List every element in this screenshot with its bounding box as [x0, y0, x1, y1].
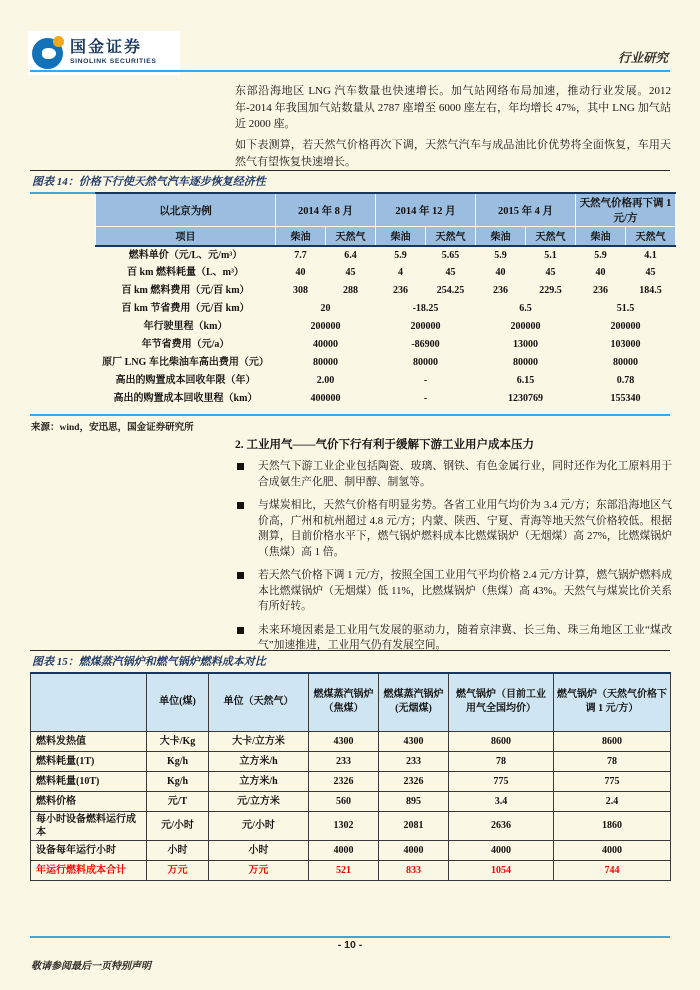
bullet-square-icon — [237, 572, 244, 579]
logo-company-name: 国金证券 — [70, 39, 143, 57]
cell: 2326 — [379, 771, 449, 791]
cell: 7.7 — [294, 249, 307, 261]
table-row — [96, 300, 676, 318]
group-header-cell: 2014 年 12 月 — [376, 193, 476, 227]
cell: 立方米/h — [209, 771, 309, 791]
row-label: 年节省费用（元/a） — [141, 339, 230, 350]
cell: 288 — [343, 285, 358, 296]
cell: 万元 — [147, 860, 209, 880]
cell: 大卡/Kg — [147, 731, 209, 751]
subcol-header-cell: 天然气 — [326, 227, 376, 246]
table-row — [96, 390, 676, 408]
row-label: 燃料单价（元/L、元/m³） — [128, 249, 243, 261]
cell: 6.5 — [519, 303, 532, 314]
cell: 20 — [320, 303, 331, 314]
subcol-header-cell: 天然气 — [626, 227, 676, 246]
cell: 775 — [449, 771, 554, 791]
bullet-text: 与煤炭相比，天然气价格有明显劣势。各省工业用气均价为 3.4 元/方；东部沿海地区气价高，广州和杭州超过 4.8 元/方；内蒙、陕西、宁夏、青海等地天然气价格较低。根据测算，目前价格水平下，燃气锅炉燃料成本比燃煤锅炉（无烟煤）高 27%，比燃煤锅炉（焦煤）高 1 倍。 — [258, 499, 672, 558]
cell: 233 — [309, 751, 379, 771]
cell: 4000 — [554, 840, 671, 860]
bullet-square-icon — [237, 627, 244, 634]
cell: 1230769 — [508, 393, 543, 404]
row-label: 高出的购置成本回收里程（km） — [113, 393, 258, 404]
table14-subheader-row — [96, 227, 676, 246]
subcol-header-cell: 柴油 — [576, 227, 626, 246]
cell: 4000 — [449, 840, 554, 860]
cell: 40 — [295, 267, 306, 278]
cell: - — [423, 375, 428, 386]
table-row — [31, 751, 671, 771]
subcol-header-cell: 柴油 — [376, 227, 426, 246]
subcol-header-cell: 天然气 — [426, 227, 476, 246]
table15-header-row — [31, 673, 671, 731]
header-cell: 单位(煤) — [147, 673, 209, 731]
cell: 45 — [645, 267, 656, 278]
cell: 103000 — [610, 339, 641, 350]
bullet-item — [235, 498, 672, 560]
page-number: - 10 - — [337, 939, 363, 951]
cell: 200000 — [410, 321, 441, 332]
figure14-caption: 图表 14：价格下行使天然气汽车逐步恢复经济性 — [30, 170, 670, 194]
cell: 元/T — [147, 791, 209, 811]
cell: 45 — [545, 267, 556, 278]
bullet-item — [235, 623, 672, 654]
paragraph-lng-growth: 东部沿海地区 LNG 汽车数量也快速增长。加气站网络布局加速，推动行业发展。2012 年-2014 年我国加气站数量从 2787 座增至 6000 座左右，年均增长 47%，其中 LNG 加气站近 2000 座。 — [235, 85, 671, 130]
cell: 236 — [393, 285, 408, 296]
footer-disclaimer: 敬请参阅最后一页特别声明 — [31, 961, 151, 972]
sinolink-logo-icon — [32, 36, 66, 70]
cell: 2081 — [379, 811, 449, 840]
group-header-cell: 2014 年 8 月 — [276, 193, 376, 227]
cell: 400000 — [310, 393, 341, 404]
row-label: 燃料发热值 — [31, 731, 147, 751]
row-label: 百 km 节省费用（元/百 km） — [121, 303, 250, 314]
subcol-header-cell: 天然气 — [526, 227, 576, 246]
table-row — [31, 840, 671, 860]
table-14 — [95, 192, 676, 408]
cell: 立方米/h — [209, 751, 309, 771]
cell: 80000 — [513, 357, 538, 368]
subcol-header-cell: 柴油 — [276, 227, 326, 246]
cell: 521 — [309, 860, 379, 880]
cell: 2.00 — [316, 375, 335, 386]
table-row — [96, 318, 676, 336]
table-row — [96, 246, 676, 264]
cell: 80000 — [613, 357, 638, 368]
cell: 元/立方米 — [209, 791, 309, 811]
cell: - — [423, 393, 428, 404]
figure14-bottom-divider — [30, 414, 670, 416]
row-label: 燃料耗量(1T) — [31, 751, 147, 771]
cell: 80000 — [313, 357, 338, 368]
header-cell: 燃煤蒸汽锅炉(无烟煤) — [379, 673, 449, 731]
cell: 45 — [445, 267, 456, 278]
cell: 45 — [345, 267, 356, 278]
header-cell: 燃气锅炉（天然气价格下调 1 元/方） — [554, 673, 671, 731]
cell: 1302 — [309, 811, 379, 840]
cell: 0.78 — [616, 375, 635, 386]
table-row-total — [31, 860, 671, 880]
cell: 51.5 — [616, 303, 635, 314]
table-row — [96, 336, 676, 354]
row-label: 百 km 燃料耗量（L、m³） — [127, 267, 244, 278]
section-heading: 2. 工业用气——气价下行有利于缓解下游工业用户成本压力 — [235, 439, 534, 451]
cell: 大卡/立方米 — [209, 731, 309, 751]
bullet-square-icon — [237, 502, 244, 509]
cell: 308 — [293, 285, 308, 296]
cell: 4000 — [379, 840, 449, 860]
figure15-caption: 图表 15：燃煤蒸汽锅炉和燃气锅炉燃料成本对比 — [30, 650, 670, 674]
table-row — [96, 354, 676, 372]
cell: 2636 — [449, 811, 554, 840]
cell: 6.15 — [516, 375, 535, 386]
row-label: 百 km 燃料费用（元/百 km） — [121, 285, 250, 296]
table-row — [31, 731, 671, 751]
cell: 200000 — [610, 321, 641, 332]
header-cell: 燃气锅炉（目前工业用气全国均价） — [449, 673, 554, 731]
cell: 5.9 — [394, 249, 407, 261]
cell: 40 — [595, 267, 606, 278]
cell: 78 — [554, 751, 671, 771]
cell: 元/小时 — [209, 811, 309, 840]
cell: 229.5 — [539, 285, 562, 296]
cell: 5.1 — [544, 249, 557, 261]
bullet-item — [235, 459, 672, 490]
cell: 4.1 — [644, 249, 657, 261]
cell: 8600 — [449, 731, 554, 751]
bullet-text: 若天然气价格下调 1 元/方，按照全国工业用气平均价格 2.4 元/方计算，燃气锅炉燃料成本比燃煤锅炉（无烟煤）低 11%，比燃煤锅炉（焦煤）高 43%。天然气与煤炭比价关系有所好转。 — [258, 569, 672, 612]
table-row — [31, 791, 671, 811]
header-cell — [31, 673, 147, 731]
cell: 5.9 — [594, 249, 607, 261]
row-label: 年运行燃料成本合计 — [31, 860, 147, 880]
cell: 2.4 — [554, 791, 671, 811]
header-cell: 单位（天然气） — [209, 673, 309, 731]
footer-divider — [30, 936, 670, 938]
bullet-item — [235, 568, 672, 615]
row-label: 年行驶里程（km） — [143, 321, 228, 332]
table-row — [31, 811, 671, 840]
cell: 4000 — [309, 840, 379, 860]
cell: 40000 — [313, 339, 338, 350]
cell: 5.65 — [441, 249, 460, 261]
cell: 775 — [554, 771, 671, 791]
cell: 元/小时 — [147, 811, 209, 840]
bullet-text: 天然气下游工业企业包括陶瓷、玻璃、钢铁、有色金属行业，同时还作为化工原料用于合成氨生产化肥、制甲醇、制氢等。 — [258, 460, 672, 488]
cell: -18.25 — [412, 303, 439, 314]
table-row — [31, 771, 671, 791]
table-row — [96, 282, 676, 300]
logo-company-name-en: SINOLINK SECURITIES — [70, 58, 157, 66]
cell: -86900 — [411, 339, 440, 350]
cell: 560 — [309, 791, 379, 811]
cell: 78 — [449, 751, 554, 771]
cell: 5.9 — [494, 249, 507, 261]
table14-group-header-row — [96, 193, 676, 227]
cell: Kg/h — [147, 751, 209, 771]
table-row — [96, 264, 676, 282]
table-row — [96, 372, 676, 390]
row-label: 燃料价格 — [31, 791, 147, 811]
cell: 3.4 — [449, 791, 554, 811]
row-label: 每小时设备燃料运行成本 — [31, 811, 147, 840]
header-cell: 燃煤蒸汽锅炉（焦煤） — [309, 673, 379, 731]
table-15 — [30, 672, 671, 881]
group-header-cell: 2015 年 4 月 — [476, 193, 576, 227]
cell: 744 — [554, 860, 671, 880]
row-label: 高出的购置成本回收年限（年） — [115, 375, 256, 386]
row-label: 燃料耗量(10T) — [31, 771, 147, 791]
corner-cell-top: 以北京为例 — [96, 193, 276, 227]
corner-cell-bottom: 项目 — [96, 227, 276, 246]
figure14-source-note: 来源：wind，安迅思，国金证券研究所 — [31, 423, 194, 433]
cell: 80000 — [413, 357, 438, 368]
row-label: 原厂 LNG 车比柴油车高出费用（元） — [102, 357, 269, 368]
cell: 4 — [398, 267, 403, 278]
subcol-header-cell: 柴油 — [476, 227, 526, 246]
cell: 233 — [379, 751, 449, 771]
cell: 236 — [493, 285, 508, 296]
header-logo — [28, 31, 180, 75]
cell: 6.4 — [344, 249, 357, 261]
cell: Kg/h — [147, 771, 209, 791]
cell: 200000 — [510, 321, 541, 332]
cell: 13000 — [513, 339, 538, 350]
cell: 4300 — [379, 731, 449, 751]
paragraph-price-cut: 如下表测算，若天然气价格再次下调，天然气汽车与成品油比价优势将全面恢复，车用天然气有望恢复快速增长。 — [235, 139, 671, 168]
cell: 895 — [379, 791, 449, 811]
group-header-cell: 天然气价格再下调 1 元/方 — [576, 193, 676, 227]
bullet-text: 未来环境因素是工业用气发展的驱动力，随着京津冀、长三角、珠三角地区工业“煤改气”加速推进，工业用气仍有发展空间。 — [258, 623, 672, 651]
cell: 小时 — [209, 840, 309, 860]
cell: 40 — [495, 267, 506, 278]
header-divider — [30, 70, 670, 72]
cell: 200000 — [310, 321, 341, 332]
cell: 8600 — [554, 731, 671, 751]
cell: 1054 — [449, 860, 554, 880]
cell: 155340 — [610, 393, 641, 404]
section-industrial-gas — [235, 436, 672, 662]
cell: 万元 — [209, 860, 309, 880]
cell: 236 — [593, 285, 608, 296]
row-label: 设备每年运行小时 — [31, 840, 147, 860]
cell: 小时 — [147, 840, 209, 860]
cell: 4300 — [309, 731, 379, 751]
bullet-square-icon — [237, 463, 244, 470]
cell: 254.25 — [436, 285, 465, 296]
cell: 1860 — [554, 811, 671, 840]
cell: 2326 — [309, 771, 379, 791]
report-type-label: 行业研究 — [617, 51, 668, 65]
cell: 184.5 — [639, 285, 662, 296]
cell: 833 — [379, 860, 449, 880]
